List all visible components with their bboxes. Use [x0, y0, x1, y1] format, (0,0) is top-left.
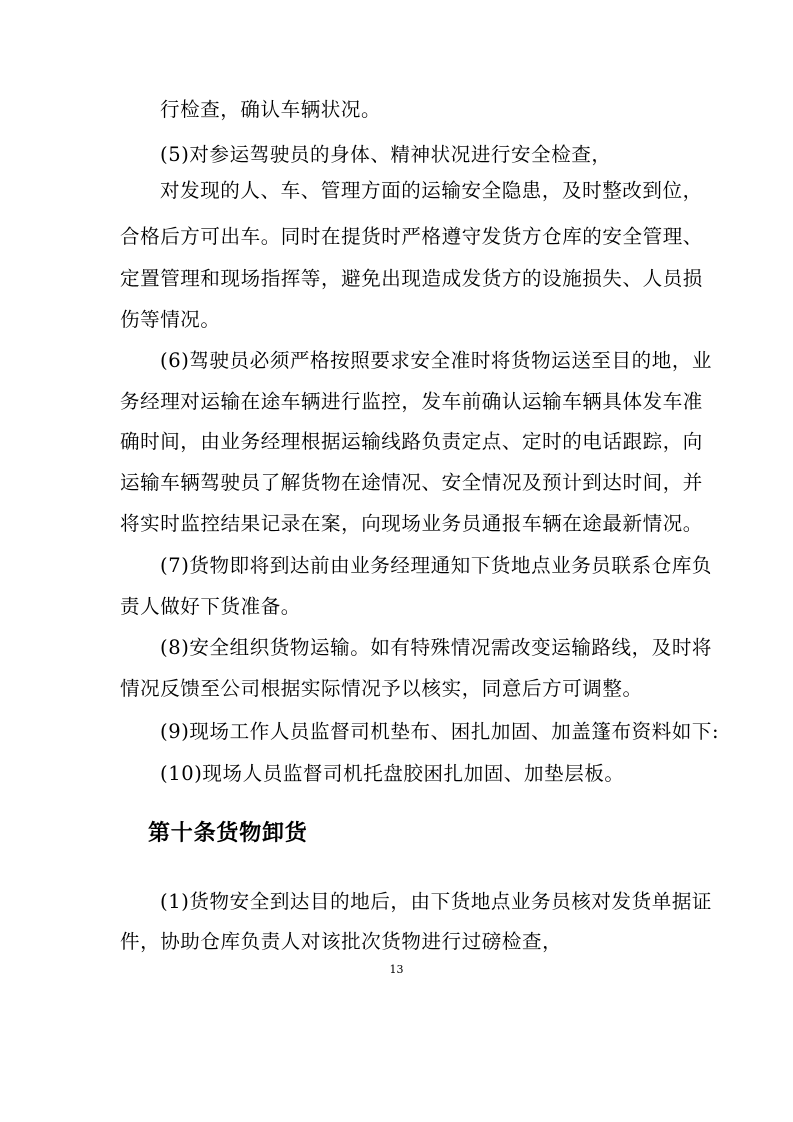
text-line: 运输车辆驾驶员了解货物在途情况、安全情况及预计到达时间，并: [120, 471, 703, 494]
text-line: (8)安全组织货物运输。如有特殊情况需改变运输路线，及时将: [160, 636, 713, 659]
text-line: 情况反馈至公司根据实际情况予以核实，同意后方可调整。: [120, 677, 643, 700]
text-line: 伤等情况。: [120, 308, 221, 331]
text-line: (5)对参运驾驶员的身体、精神状况进行安全检查，: [160, 143, 612, 166]
text-line: (9)现场工作人员监督司机垫布、困扎加固、加盖篷布资料如下:: [160, 720, 720, 743]
text-line: 责人做好下货准备。: [120, 595, 301, 618]
text-line: 合格后方可出车。同时在提货时严格遵守发货方仓库的安全管理、: [120, 225, 703, 248]
text-line: 务经理对运输在途车辆进行监控，发车前确认运输车辆具体发车准: [120, 390, 703, 413]
text-line: 将实时监控结果记录在案，向现场业务员通报车辆在途最新情况。: [120, 512, 703, 535]
section-heading: 第十条货物卸货: [148, 820, 308, 846]
page-number: 13: [389, 963, 404, 976]
text-line: 对发现的人、车、管理方面的运输安全隐患，及时整改到位，: [160, 179, 703, 202]
text-line: (1)货物安全到达目的地后，由下货地点业务员核对发货单据证: [160, 890, 713, 913]
text-line: (7)货物即将到达前由业务经理通知下货地点业务员联系仓库负: [160, 554, 713, 577]
text-line: (6)驾驶员必须严格按照要求安全准时将货物运送至目的地，业: [160, 349, 713, 372]
text-line: (10)现场人员监督司机托盘胶困扎加固、加垫层板。: [160, 762, 625, 785]
text-line: 确时间，由业务经理根据运输线路负责定点、定时的电话跟踪，向: [120, 430, 703, 453]
text-line: 行检查，确认车辆状况。: [160, 98, 382, 121]
text-line: 定置管理和现场指挥等，避免出现造成发货方的设施损失、人员损: [120, 267, 703, 290]
text-line: 件，协助仓库负责人对该批次货物进行过磅检查，: [120, 930, 563, 953]
